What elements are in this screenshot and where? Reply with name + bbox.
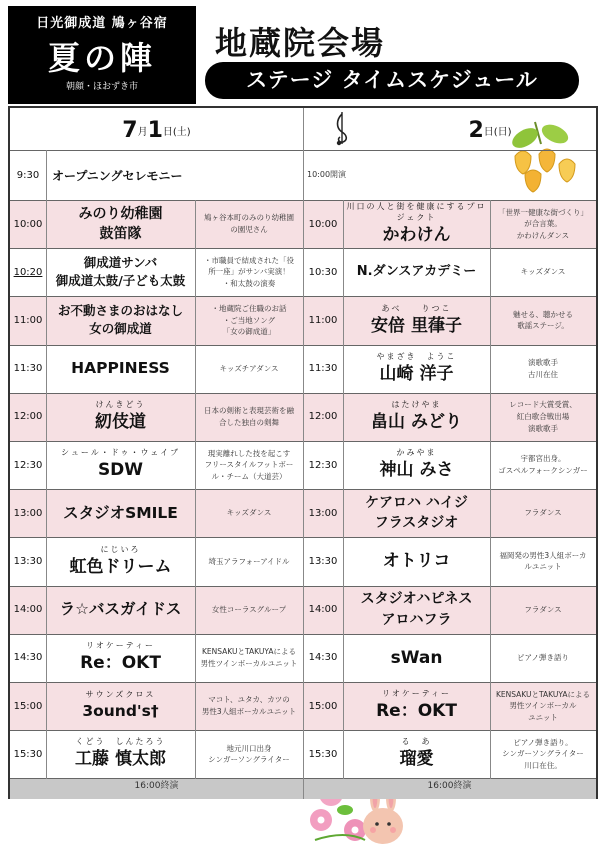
day2-opening	[303, 150, 596, 200]
grid-line	[46, 150, 47, 779]
day1-performer-desc	[195, 489, 303, 537]
grid-line	[343, 200, 344, 779]
day2-row-time	[303, 730, 343, 778]
day2-row-time	[303, 393, 343, 441]
performer-ruby: はたけやま	[391, 400, 442, 410]
grid-line	[303, 108, 304, 799]
day1-performer-desc	[195, 586, 303, 634]
time-text: 10:00	[308, 218, 338, 230]
day1-performer	[46, 345, 195, 393]
performer-name: ラ☆バスガイドス	[59, 600, 182, 619]
schedule-subtitle: ステージ タイムスケジュール	[205, 62, 579, 99]
performer-ruby: あべ りつこ	[381, 303, 452, 313]
performer-name: HAPPINESS	[71, 359, 170, 378]
time-text: 15:00	[13, 700, 43, 712]
day1-performer	[46, 682, 195, 730]
day2-performer	[343, 730, 490, 778]
day2-header	[400, 108, 580, 152]
day2-row-time	[303, 248, 343, 296]
day1-performer	[46, 634, 195, 682]
grid-line	[195, 200, 196, 779]
day2-performer-desc	[490, 200, 596, 248]
day2-row-time	[303, 200, 343, 248]
day1-performer	[46, 296, 195, 344]
time-text: 15:30	[13, 748, 43, 760]
time-text: 15:30	[308, 748, 338, 760]
event-logo	[8, 6, 196, 104]
day2-performer	[343, 248, 490, 296]
performer-name: 畠山 みどり	[371, 412, 462, 433]
day2-performer	[343, 634, 490, 682]
day2-row-time	[303, 634, 343, 682]
day1-performer-desc	[195, 682, 303, 730]
day1-performer-desc	[195, 393, 303, 441]
day2-performer	[343, 586, 490, 634]
day1-opening-label	[46, 150, 303, 200]
time-text: 14:30	[13, 652, 43, 664]
day2-performer	[343, 200, 490, 248]
day1-end-text: 16:00終演	[134, 781, 179, 791]
day2-performer-desc	[490, 441, 596, 489]
day1-row-time	[10, 682, 46, 730]
performer-desc-text: 日本の剣術と表現芸術を融 合した独自の剣舞	[204, 406, 294, 427]
day1-performer-desc	[195, 634, 303, 682]
performer-desc-text: 埼玉アラフォーアイドル	[208, 556, 290, 566]
time-text: 13:30	[13, 555, 43, 567]
day2-performer-desc	[490, 586, 596, 634]
day1-performer	[46, 730, 195, 778]
day2-performer	[343, 682, 490, 730]
day1-performer-desc	[195, 345, 303, 393]
day1-row-time	[10, 296, 46, 344]
performer-desc-text: 地元川口出身 シンガーソングライター	[208, 743, 290, 765]
day2-performer-desc	[490, 634, 596, 682]
day2-performer-desc	[490, 682, 596, 730]
day1-month-unit: 月	[137, 126, 148, 138]
logo-line2: 夏の陣	[47, 39, 156, 77]
performer-name: 山崎 洋子	[379, 363, 454, 384]
performer-desc-text: KENSAKUとTAKUYAによる 男性ツインボーカルユニット	[200, 647, 298, 668]
performer-desc-text: 宇都宮出身。 ゴスペルフォークシンガー	[498, 454, 588, 476]
performer-name: 虹色ドリーム	[69, 556, 172, 577]
logo-line1: 日光御成道 鳩ヶ谷宿	[36, 16, 168, 31]
time-text: 10:30	[308, 266, 338, 278]
day1-performer	[46, 393, 195, 441]
performer-name: N.ダンスアカデミー	[356, 263, 477, 279]
day2-row-time	[303, 489, 343, 537]
time-text: 13:00	[308, 507, 338, 519]
day1-day-unit: 日	[162, 126, 173, 138]
day2-performer	[343, 489, 490, 537]
performer-desc-text: 鳩ヶ谷本町のみのり幼稚園 の園児さん	[204, 213, 294, 235]
day1-weekday: (土)	[172, 126, 191, 138]
performer-desc-text: ・地蔵院ご住職のお話 ・ご当地ソング 「女の御成道」	[211, 304, 287, 337]
day1-end	[10, 779, 303, 799]
day1-performer	[46, 200, 195, 248]
day2-performer-desc	[490, 537, 596, 585]
performer-name: Re：OKT	[80, 653, 161, 674]
performer-desc-text: フラダンス	[524, 604, 562, 614]
time-text: 12:00	[13, 411, 43, 423]
time-text: 14:00	[13, 604, 43, 616]
logo-line3: 朝顔・ほおずき市	[65, 82, 138, 92]
day2-performer-desc	[490, 489, 596, 537]
performer-desc-text: 女性コーラスグループ	[211, 604, 287, 614]
day1-performer-desc	[195, 537, 303, 585]
performer-desc-text: フラダンス	[524, 508, 562, 518]
performer-ruby: かみやま	[396, 448, 437, 458]
day1-performer-desc	[195, 248, 303, 296]
performer-name: Re：OKT	[376, 701, 457, 722]
day1-day: 1	[147, 117, 163, 143]
grid-line	[490, 200, 491, 779]
day1-performer	[46, 441, 195, 489]
performer-desc-text: ・市職員で結成された「役 所一座」がサンバ実演！ ・和太鼓の演奏	[204, 255, 294, 289]
day2-end	[303, 779, 596, 799]
day2-row-time	[303, 441, 343, 489]
day1-row-time	[10, 393, 46, 441]
performer-name: 3ound's†	[82, 702, 159, 721]
performer-desc-text: 魅せる、聴かせる 歌謡ステージ。	[513, 309, 573, 331]
performer-ruby: リオケーティー	[85, 641, 156, 651]
day1-performer	[46, 586, 195, 634]
day2-row-time	[303, 682, 343, 730]
performer-desc-text: レコード大賞受賞、 紅白歌合戦出場 演歌歌手	[509, 400, 577, 433]
day2-end-text: 16:00終演	[427, 781, 472, 791]
performer-ruby: 川口の人と街を健康にするプロジェクト	[346, 201, 487, 222]
opening-time-text: 9:30	[16, 169, 40, 181]
day2-day: 2	[468, 117, 484, 143]
performer-name: 神山 みさ	[379, 460, 454, 481]
performer-ruby: けんきどう	[95, 400, 146, 410]
time-text: 13:30	[308, 555, 338, 567]
performer-desc-text: マコト、ユタカ、カツの 男性3人組ボーカルユニット	[201, 695, 297, 717]
day2-performer	[343, 296, 490, 344]
day1-performer	[46, 489, 195, 537]
performer-desc-text: ピアノ弾き語り	[517, 653, 569, 663]
day2-performer-desc	[490, 393, 596, 441]
performer-name: スタジオハピネス アロハフラ	[360, 591, 473, 628]
performer-desc-text: キッズダンス	[520, 267, 566, 277]
day1-row-time	[10, 537, 46, 585]
day1-opening-time	[10, 150, 46, 200]
performer-desc-text: キッズチアダンス	[219, 363, 279, 373]
day1-row-time	[10, 200, 46, 248]
time-text: 15:00	[308, 700, 338, 712]
time-text: 11:30	[308, 363, 338, 375]
day1-row-time	[10, 586, 46, 634]
day2-weekday: (日)	[493, 126, 512, 138]
day2-performer	[343, 441, 490, 489]
time-text: 14:00	[308, 604, 338, 616]
performer-name: お不動さまのおはなし 女の御成道	[57, 303, 183, 337]
day2-performer	[343, 537, 490, 585]
time-text: 11:00	[308, 314, 338, 326]
time-text: 11:00	[13, 314, 43, 326]
opening-label-text: オープニングセレモニー	[52, 168, 183, 183]
performer-desc-text: 演歌歌手 古川在住	[528, 358, 558, 379]
venue-title: 地蔵院会場	[215, 24, 386, 62]
time-text: 10:00	[13, 218, 43, 230]
day2-performer-desc	[490, 296, 596, 344]
performer-ruby: にじいろ	[100, 544, 141, 554]
day1-performer-desc	[195, 730, 303, 778]
performer-name: sWan	[390, 647, 443, 668]
performer-desc-text: キッズダンス	[226, 508, 272, 518]
day1-header	[10, 108, 303, 152]
day2-performer	[343, 345, 490, 393]
performer-ruby: リオケーティー	[381, 689, 452, 699]
performer-name: かわけん	[382, 224, 451, 245]
day1-row-time	[10, 441, 46, 489]
performer-desc-text: 福岡発の男性3人組ボーカ ルユニット	[499, 550, 587, 572]
day1-performer-desc	[195, 296, 303, 344]
performer-name: 紉伎道	[95, 412, 146, 433]
performer-ruby: くどう しんたろう	[75, 737, 166, 747]
performer-name: みのり幼稚園 鼓笛隊	[78, 205, 163, 243]
day2-performer-desc	[490, 345, 596, 393]
day1-performer	[46, 248, 195, 296]
time-text: 12:00	[308, 411, 338, 423]
day2-performer-desc	[490, 248, 596, 296]
day1-performer-desc	[195, 441, 303, 489]
time-text: 10:20	[13, 266, 43, 278]
performer-ruby: シュール・ドゥ・ウェイブ	[61, 448, 180, 458]
time-text: 13:00	[13, 507, 43, 519]
performer-ruby: やまざき ようこ	[376, 351, 457, 361]
day1-row-time	[10, 248, 46, 296]
day1-row-time	[10, 730, 46, 778]
performer-ruby: る あ	[401, 737, 432, 747]
performer-name: 御成道サンバ 御成道太鼓/子ども太鼓	[55, 255, 186, 289]
performer-desc-text: 現実離れした技を起こす フリースタイルフットボー ル・チーム（大道芸）	[204, 448, 294, 481]
music-note-icon	[330, 110, 354, 146]
performer-ruby: サウンズクロス	[85, 690, 156, 700]
time-text: 14:30	[308, 652, 338, 664]
performer-name: ケアロハ ハイジ フラスタジオ	[365, 494, 468, 532]
performer-name: 安倍 里葎子	[371, 315, 462, 336]
performer-desc-text: 「世界一健康な街づくり」 が合言葉。 かわけんダンス	[498, 207, 588, 240]
day2-row-time	[303, 537, 343, 585]
performer-name: SDW	[97, 460, 144, 481]
time-text: 11:30	[13, 363, 43, 375]
time-text: 12:30	[13, 459, 43, 471]
day2-row-time	[303, 586, 343, 634]
performer-desc-text: ピアノ弾き語り。 シンガーソングライター 川口在住。	[502, 737, 584, 771]
day1-row-time	[10, 345, 46, 393]
day2-row-time	[303, 296, 343, 344]
time-text: 12:30	[308, 459, 338, 471]
day1-row-time	[10, 489, 46, 537]
performer-name: オトリコ	[382, 551, 451, 572]
day1-performer	[46, 537, 195, 585]
day2-row-time	[303, 345, 343, 393]
day1-performer-desc	[195, 200, 303, 248]
day2-opening-text: 10:00開演	[307, 169, 347, 179]
day2-performer-desc	[490, 730, 596, 778]
day2-performer	[343, 393, 490, 441]
day1-month: 7	[122, 117, 138, 143]
performer-desc-text: KENSAKUとTAKUYAによる 男性ツインボーカル ユニット	[496, 689, 590, 722]
day2-day-unit: 日	[483, 126, 494, 138]
performer-name: 工藤 慎太郎	[75, 749, 166, 770]
performer-name: スタジオSMILE	[63, 504, 178, 523]
day1-row-time	[10, 634, 46, 682]
performer-name: 瑠愛	[399, 749, 434, 770]
